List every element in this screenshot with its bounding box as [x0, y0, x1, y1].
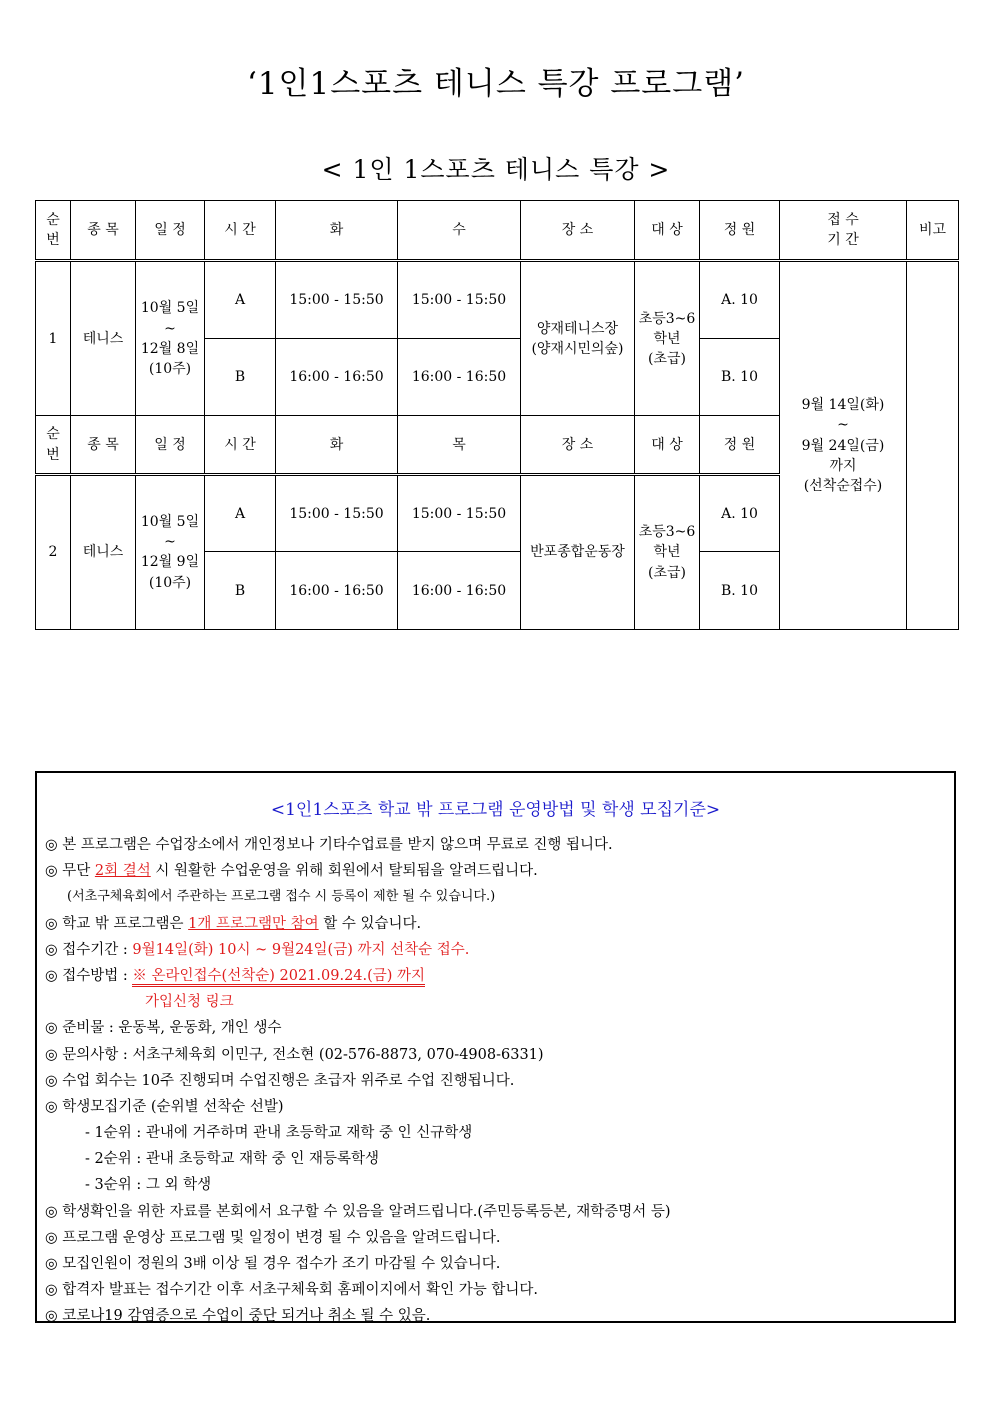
- header-target: 대 상: [635, 201, 700, 261]
- period-highlight: 9월14일(화) 10시 ~ 9월24일(금) 까지 선착순 접수.: [132, 941, 470, 958]
- notice-documents: ◎ 학생확인을 위한 자료를 본회에서 요구할 수 있음을 알려드립니다.(주민등록등본, 재학증명서 등): [45, 1203, 671, 1220]
- header-capacity: 정 원: [700, 416, 780, 474]
- header-day1: 화: [276, 416, 398, 474]
- notice-criteria: ◎ 학생모집기준 (순위별 선착순 선발): [45, 1098, 284, 1115]
- row1-a-day2: 15:00 - 15:50: [398, 261, 521, 339]
- row1-target: 초등3~6 학년 (초급): [635, 261, 700, 416]
- row2-cap-b: B. 10: [700, 552, 780, 630]
- notice-changes: ◎ 프로그램 운영상 프로그램 및 일정이 변경 될 수 있음을 알려드립니다.: [45, 1229, 501, 1246]
- table-header-row: [36, 201, 959, 261]
- notice-box: [35, 771, 956, 1323]
- schedule-table: [35, 200, 959, 630]
- header-no: 순 번: [36, 416, 71, 474]
- row1-slot-b: B: [205, 338, 276, 416]
- row1-a-day1: 15:00 - 15:50: [276, 261, 398, 339]
- row1-schedule: 10월 5일 ~ 12월 8일 (10주): [136, 261, 205, 416]
- header-no: 순 번: [36, 201, 71, 261]
- row2-b-day2: 16:00 - 16:50: [398, 552, 521, 630]
- notice-period: ◎ 접수기간 : 9월14일(화) 10시 ~ 9월24일(금) 까지 선착순 접수.: [45, 941, 470, 958]
- row2-a-day1: 15:00 - 15:50: [276, 474, 398, 552]
- signup-link[interactable]: 가입신청 링크: [145, 994, 234, 1011]
- row1-sport: 테니스: [71, 261, 136, 416]
- header-sport: 종 목: [71, 201, 136, 261]
- row2-a-day2: 15:00 - 15:50: [398, 474, 521, 552]
- one-program-highlight: 1개 프로그램만 참여: [188, 915, 319, 932]
- notice-one-program: ◎ 학교 밖 프로그램은 1개 프로그램만 참여 할 수 있습니다.: [45, 915, 422, 932]
- header-capacity: 정 원: [700, 201, 780, 261]
- method-highlight: ※ 온라인접수(선착순) 2021.09.24.(금) 까지: [132, 968, 425, 987]
- page-title: ‘1인1스포츠 테니스 특강 프로그램’: [246, 66, 745, 102]
- row2-sport: 테니스: [71, 474, 136, 629]
- note-cell: [907, 261, 959, 630]
- notice-method: ◎ 접수방법 : ※ 온라인접수(선착순) 2021.09.24.(금) 까지: [45, 963, 945, 989]
- header-period: 접 수 기 간: [780, 201, 907, 261]
- header-day2: 수: [398, 201, 521, 261]
- notice-contact: ◎ 문의사항 : 서초구체육회 이민구, 전소현 (02-576-8873, 070-4908-6331): [45, 1046, 544, 1063]
- row1-slot-a: A: [205, 261, 276, 339]
- header-note: 비고: [907, 201, 959, 261]
- row1-place: 양재테니스장 (양재시민의숲): [521, 261, 635, 416]
- row1-cap-b: B. 10: [700, 338, 780, 416]
- notice-results: ◎ 합격자 발표는 접수기간 이후 서초구체육회 홈페이지에서 확인 가능 합니다.: [45, 1282, 538, 1299]
- table-row: [36, 261, 959, 339]
- header-place: 장 소: [521, 201, 635, 261]
- notice-list: [45, 832, 945, 1330]
- row2-b-day1: 16:00 - 16:50: [276, 552, 398, 630]
- row2-schedule: 10월 5일 ~ 12월 9일 (10주): [136, 474, 205, 629]
- criteria-rank-2: - 2순위 : 관내 초등학교 재학 중 인 재등록학생: [85, 1151, 380, 1168]
- header-time: 시 간: [205, 416, 276, 474]
- header-day2: 목: [398, 416, 521, 474]
- notice-early-close: ◎ 모집인원이 정원의 3배 이상 될 경우 접수가 조기 마감될 수 있습니다.: [45, 1256, 501, 1272]
- header-schedule: 일 정: [136, 201, 205, 261]
- row2-slot-a: A: [205, 474, 276, 552]
- notice-title: <1인1스포츠 학교 밖 프로그램 운영방법 및 학생 모집기준>: [270, 800, 721, 820]
- registration-period: 9월 14일(화) ~ 9월 24일(금) 까지 (선착순접수): [780, 261, 907, 630]
- header-place: 장 소: [521, 416, 635, 474]
- row1-no: 1: [36, 261, 71, 416]
- row1-b-day1: 16:00 - 16:50: [276, 338, 398, 416]
- header-day1: 화: [276, 201, 398, 261]
- notice-covid: ◎ 코로나19 감염증으로 수업이 중단 되거나 취소 될 수 있음.: [45, 1308, 431, 1325]
- absence-highlight: 2회 결석: [94, 863, 151, 880]
- row2-target: 초등3~6 학년 (초급): [635, 474, 700, 629]
- header-time: 시 간: [205, 201, 276, 261]
- notice-restriction: (서초구체육회에서 주관하는 프로그램 접수 시 등록이 제한 될 수 있습니다.): [67, 889, 496, 905]
- criteria-rank-1: - 1순위 : 관내에 거주하며 관내 초등학교 재학 중 인 신규학생: [85, 1125, 473, 1142]
- notice-sessions: ◎ 수업 회수는 10주 진행되며 수업진행은 초급자 위주로 수업 진행됩니다.: [45, 1072, 515, 1089]
- notice-absence: ◎ 무단 2회 결석 시 원활한 수업운영을 위해 회원에서 탈퇴됨을 알려드립니다.: [45, 863, 538, 880]
- header-schedule: 일 정: [136, 416, 205, 474]
- row1-b-day2: 16:00 - 16:50: [398, 338, 521, 416]
- notice-supplies: ◎ 준비물 : 운동복, 운동화, 개인 생수: [45, 1020, 282, 1037]
- header-sport: 종 목: [71, 416, 136, 474]
- table-title: < 1인 1스포츠 테니스 특강 >: [321, 155, 671, 184]
- row2-no: 2: [36, 474, 71, 629]
- row2-cap-a: A. 10: [700, 474, 780, 552]
- row2-slot-b: B: [205, 552, 276, 630]
- row1-cap-a: A. 10: [700, 261, 780, 339]
- criteria-rank-3: - 3순위 : 그 외 학생: [85, 1177, 212, 1194]
- header-target: 대 상: [635, 416, 700, 474]
- row2-place: 반포종합운동장: [521, 474, 635, 629]
- notice-free: ◎ 본 프로그램은 수업장소에서 개인정보나 기타수업료를 받지 않으며 무료로 진행 됩니다.: [45, 837, 613, 853]
